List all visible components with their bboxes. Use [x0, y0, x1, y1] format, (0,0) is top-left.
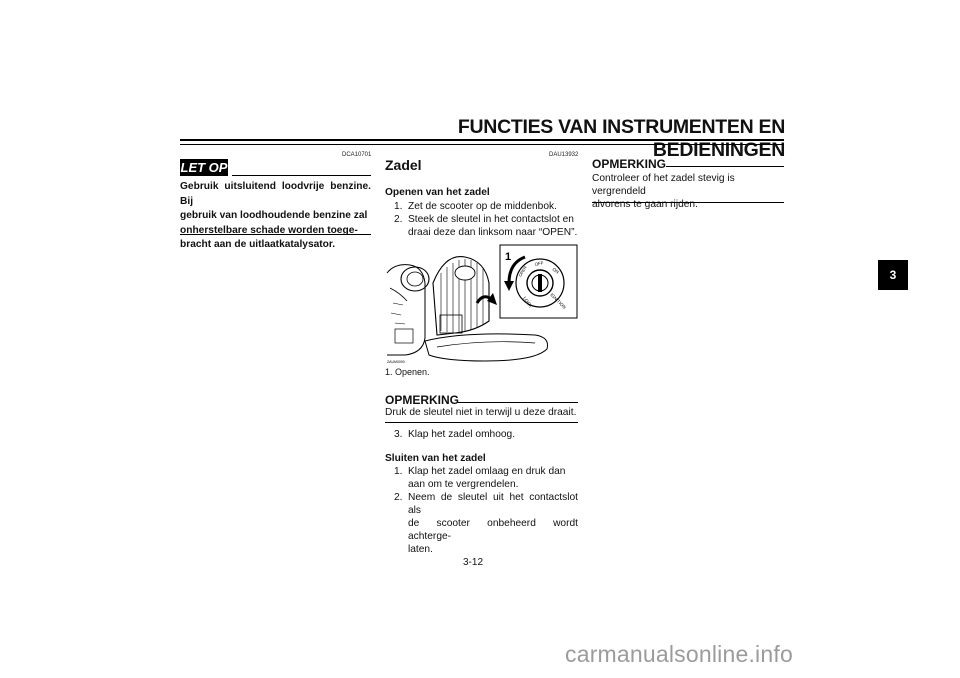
note-heading: OPMERKING [385, 393, 460, 407]
right-note-top-rule [666, 166, 784, 167]
caution-line: Gebruik uitsluitend loodvrije benzine. Bij [180, 181, 371, 207]
step-text: Klap het zadel omhoog. [408, 429, 516, 440]
switch-label-off: OFF [534, 260, 545, 267]
right-note-heading: OPMERKING [592, 157, 667, 171]
step-text: Klap het zadel omlaag en druk dan [408, 466, 566, 477]
step-text: laten. [408, 544, 433, 555]
open-step-3 [394, 428, 578, 441]
caution-line: gebruik van loodhoudende benzine zal [180, 210, 368, 221]
caution-bottom-rule [180, 234, 371, 235]
close-step-1 [394, 465, 578, 491]
switch-label-on: ON [551, 266, 560, 275]
step-number: 1. [394, 466, 403, 477]
step-text: Steek de sleutel in het contactslot en [408, 214, 574, 225]
section-code: DAU13932 [549, 152, 579, 158]
open-step-2 [394, 213, 578, 239]
watermark: carmanualsonline.info [565, 641, 793, 667]
switch-label-open: OPEN [517, 265, 528, 278]
header-rule-thick [180, 139, 784, 141]
right-note-text [592, 172, 784, 211]
note-text: Druk de sleutel niet in terwijl u deze draait. [385, 407, 577, 418]
seat-lock-illustration [385, 243, 578, 365]
figure-callout: 1 [505, 251, 512, 263]
note-top-rule [458, 402, 578, 403]
figure-code: ZAUM0090 [387, 360, 405, 364]
caution-line: onherstelbare schade worden toege- [180, 224, 358, 236]
open-step-1 [394, 200, 578, 213]
caution-text [180, 180, 371, 253]
step-text: draai deze dan linksom naar “OPEN”. [408, 227, 578, 238]
right-note-line: alvorens te gaan rijden. [592, 199, 698, 210]
step-number: 1. [394, 201, 403, 212]
caution-line: bracht aan de uitlaatkatalysator. [180, 239, 336, 250]
close-step-2 [394, 491, 578, 555]
caution-top-rule [232, 175, 371, 176]
page-number: 3-12 [463, 557, 484, 568]
header-rule-thin [180, 144, 784, 145]
figure-caption: 1. Openen. [385, 367, 430, 377]
step-number: 2. [394, 214, 403, 225]
step-text: Zet de scooter op de middenbok. [408, 201, 557, 212]
caution-code: DCA10701 [342, 152, 372, 158]
step-text: aan om te vergrendelen. [408, 479, 519, 490]
chapter-tab: 3 [878, 260, 908, 290]
right-note-line: Controleer of het zadel stevig is vergrendeld [592, 173, 735, 197]
step-number: 2. [394, 492, 403, 503]
step-text: de scooter onbeheerd wordt achterge- [408, 518, 578, 542]
step-number: 3. [394, 429, 403, 440]
page-header-title: FUNCTIES VAN INSTRUMENTEN EN BEDIENINGEN [457, 116, 785, 161]
switch-label-ignition: IGNITION [549, 292, 567, 310]
switch-label-lock: LOCK [522, 295, 534, 309]
close-heading: Sluiten van het zadel [385, 453, 486, 464]
step-text: Neem de sleutel uit het contactslot als [408, 492, 578, 516]
open-heading: Openen van het zadel [385, 187, 490, 198]
right-note-bottom-rule [592, 202, 784, 203]
note-bottom-rule [385, 422, 578, 423]
section-title: Zadel [385, 157, 422, 173]
caution-badge: LET OP [180, 160, 228, 175]
